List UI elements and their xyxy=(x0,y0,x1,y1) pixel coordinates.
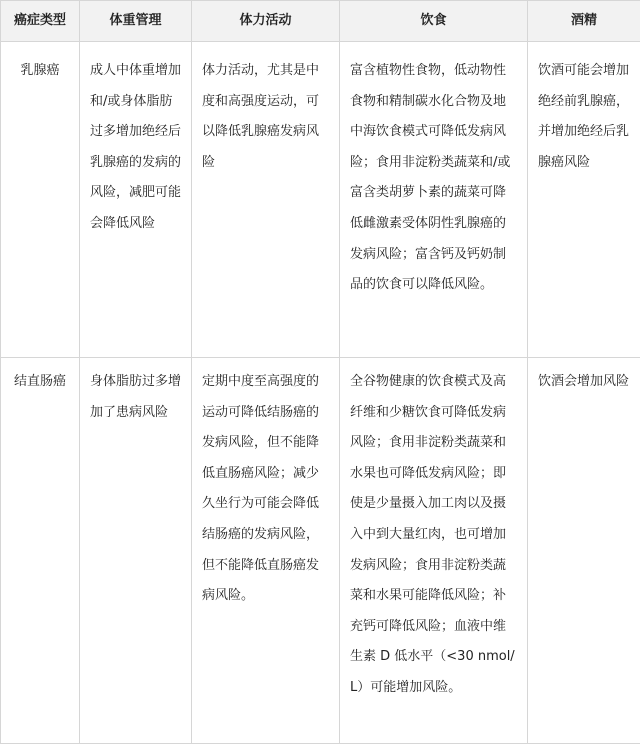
header-physical-activity: 体力活动 xyxy=(192,1,340,42)
header-weight-management: 体重管理 xyxy=(80,1,192,42)
weight-cell: 身体脂肪过多增加了患病风险 xyxy=(80,358,191,428)
header-diet: 饮食 xyxy=(340,1,528,42)
cancer-type-cell: 结直肠癌 xyxy=(1,358,79,398)
header-cancer-type: 癌症类型 xyxy=(1,1,80,42)
table-row xyxy=(1,42,640,358)
activity-cell: 定期中度至高强度的运动可降低结肠癌的发病风险，但不能降低直肠癌风险；减少久坐行为可能会降低结肠癌的发病风险，但不能降低直肠癌发病风险。 xyxy=(192,358,339,612)
table-header-row xyxy=(1,1,640,42)
diet-cell: 富含植物性食物，低动物性食物和精制碳水化合物及地中海饮食模式可降低发病风险；食用非淀粉类蔬菜和/或富含类胡萝卜素的蔬菜可降低雌激素受体阴性乳腺癌的发病风险；富含钙及钙奶制品的饮食可以降低风险。 xyxy=(340,42,527,301)
table-row xyxy=(1,358,640,744)
diet-cell: 全谷物健康的饮食模式及高纤维和少糖饮食可降低发病风险；食用非淀粉类蔬菜和水果也可降低发病风险；即使是少量摄入加工肉以及摄入中到大量红肉，也可增加发病风险；食用非淀粉类蔬菜和水果可能降低风险；补充钙可降低风险；血液中维生素 D 低水平（<30 nmol/L）可能增加风险。 xyxy=(340,358,527,704)
weight-cell: 成人中体重增加和/或身体脂肪过多增加绝经后乳腺癌的发病的风险，减肥可能会降低风险 xyxy=(80,42,191,240)
activity-cell: 体力活动，尤其是中度和高强度运动，可以降低乳腺癌发病风险 xyxy=(192,42,339,178)
alcohol-cell: 饮酒可能会增加绝经前乳腺癌，并增加绝经后乳腺癌风险 xyxy=(528,42,640,178)
cancer-type-cell: 乳腺癌 xyxy=(1,42,79,87)
alcohol-cell: 饮酒会增加风险 xyxy=(528,358,640,398)
header-alcohol: 酒精 xyxy=(528,1,640,42)
